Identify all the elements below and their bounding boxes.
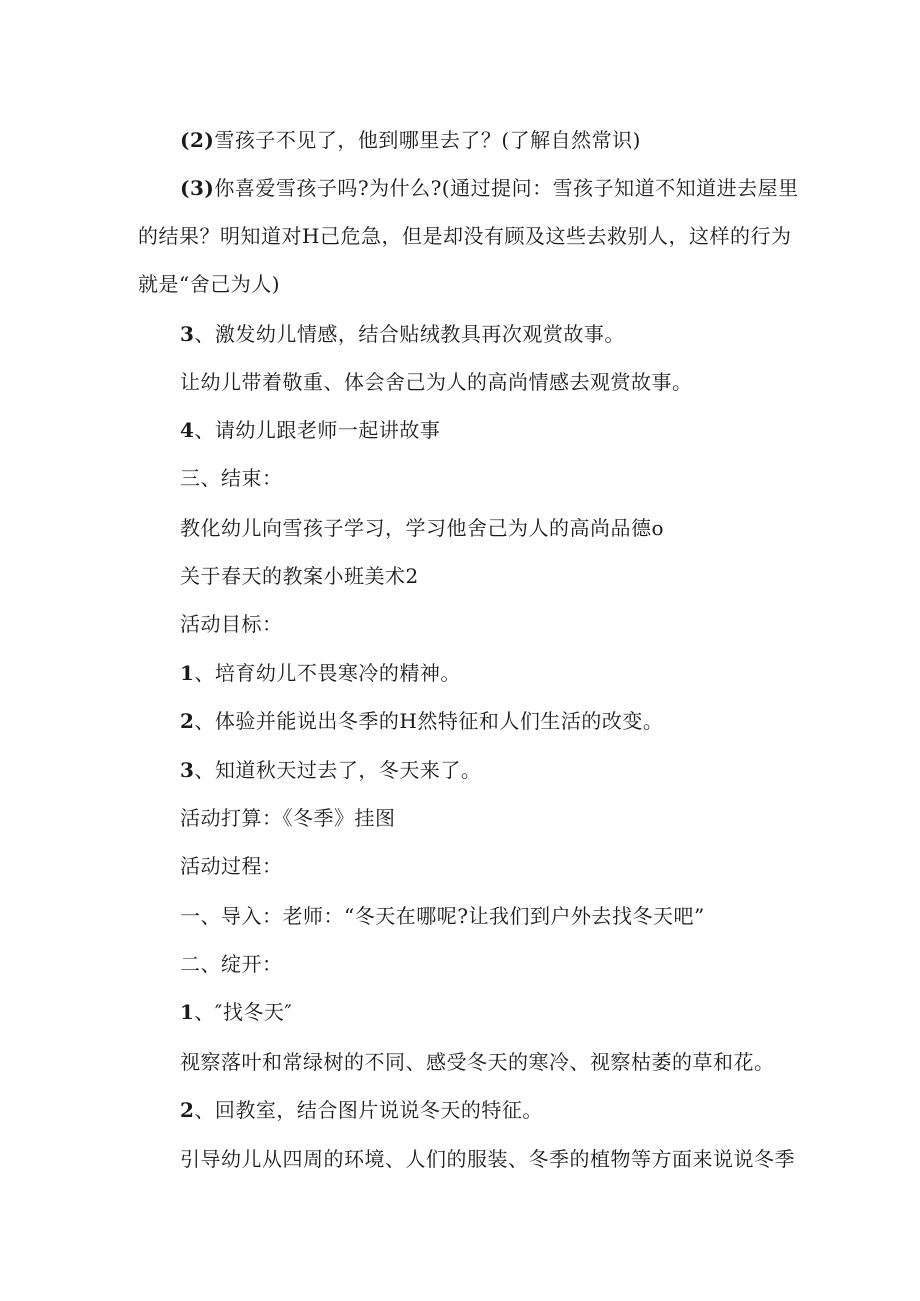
item-number: 3	[180, 322, 195, 346]
paragraph-line	[180, 416, 440, 444]
line-text: 、体验并能说出冬季的H然特征和人们生活的改变。	[194, 709, 664, 733]
paragraph-line	[180, 707, 663, 735]
paragraph-line	[180, 514, 664, 542]
paragraph-line	[180, 368, 693, 396]
line-text: 、知道秋天过去了，冬天来了。	[194, 758, 482, 782]
paragraph-line	[180, 756, 481, 784]
paragraph-line	[180, 320, 625, 348]
line-text: 雪孩子不见了，他到哪里去了？(了解自然常识)	[214, 128, 641, 152]
line-text: 一、导入：老师：“冬天在哪呢?让我们到户外去找冬天吧”	[180, 904, 705, 928]
line-text: 、回教室，结合图片说说冬天的特征。	[194, 1098, 543, 1122]
line-text: 就是“舍己为人)	[138, 272, 281, 296]
line-text: 、请幼儿跟老师一起讲故事	[194, 418, 441, 442]
item-number: 3	[180, 758, 195, 782]
line-text: 的结果？明知道对H己危急，但是却没有顾及这些去救别人，这样的行为	[138, 224, 792, 248]
paragraph-line	[180, 998, 292, 1026]
item-number: 2	[180, 1098, 195, 1122]
line-text: 活动目标：	[180, 612, 283, 636]
section-heading	[180, 950, 283, 978]
line-text: 、培育幼儿不畏寒冷的精神。	[194, 661, 461, 685]
item-number: (3)	[180, 176, 215, 200]
item-number: 1	[180, 1000, 195, 1024]
line-text: 让幼儿带着敬重、体会舍己为人的高尚情感去观赏故事。	[180, 370, 693, 394]
paragraph-line	[180, 902, 705, 930]
line-text: 关于春天的教案小班美术2	[180, 564, 419, 588]
paragraph-line	[180, 174, 799, 202]
paragraph-line	[180, 1145, 795, 1173]
paragraph-line	[138, 222, 791, 250]
paragraph-line	[180, 659, 461, 687]
section-heading	[180, 610, 283, 638]
line-text: 二、绽开：	[180, 952, 283, 976]
line-text: 引导幼儿从四周的环境、人们的服装、冬季的植物等方面来说说冬季	[180, 1147, 795, 1171]
line-text: 教化幼儿向雪孩子学习，学习他舍己为人的高尚品德o	[180, 516, 665, 540]
item-number: (2)	[180, 128, 215, 152]
line-text: 活动打算：《冬季》挂图	[180, 806, 396, 830]
line-text: 三、结束：	[180, 466, 283, 490]
item-number: 2	[180, 709, 195, 733]
line-text: 你喜爱雪孩子吗?为什么?(通过提问：雪孩子知道不知道进去屋里	[214, 176, 799, 200]
paragraph-line	[180, 126, 641, 154]
line-text: 活动过程：	[180, 854, 283, 878]
item-number: 1	[180, 661, 195, 685]
paragraph-line	[138, 270, 280, 298]
paragraph-line	[180, 1096, 543, 1124]
item-number: 4	[180, 418, 195, 442]
paragraph-line	[180, 1048, 775, 1076]
line-text: 视察落叶和常绿树的不同、感受冬天的寒冷、视察枯萎的草和花。	[180, 1050, 775, 1074]
lesson-title	[180, 562, 419, 590]
section-heading	[180, 852, 283, 880]
line-text: 、″找冬天″	[194, 1000, 293, 1024]
paragraph-line	[180, 804, 396, 832]
line-text: 、激发幼儿情感，结合贴绒教具再次观赏故事。	[194, 322, 625, 346]
section-heading	[180, 464, 283, 492]
